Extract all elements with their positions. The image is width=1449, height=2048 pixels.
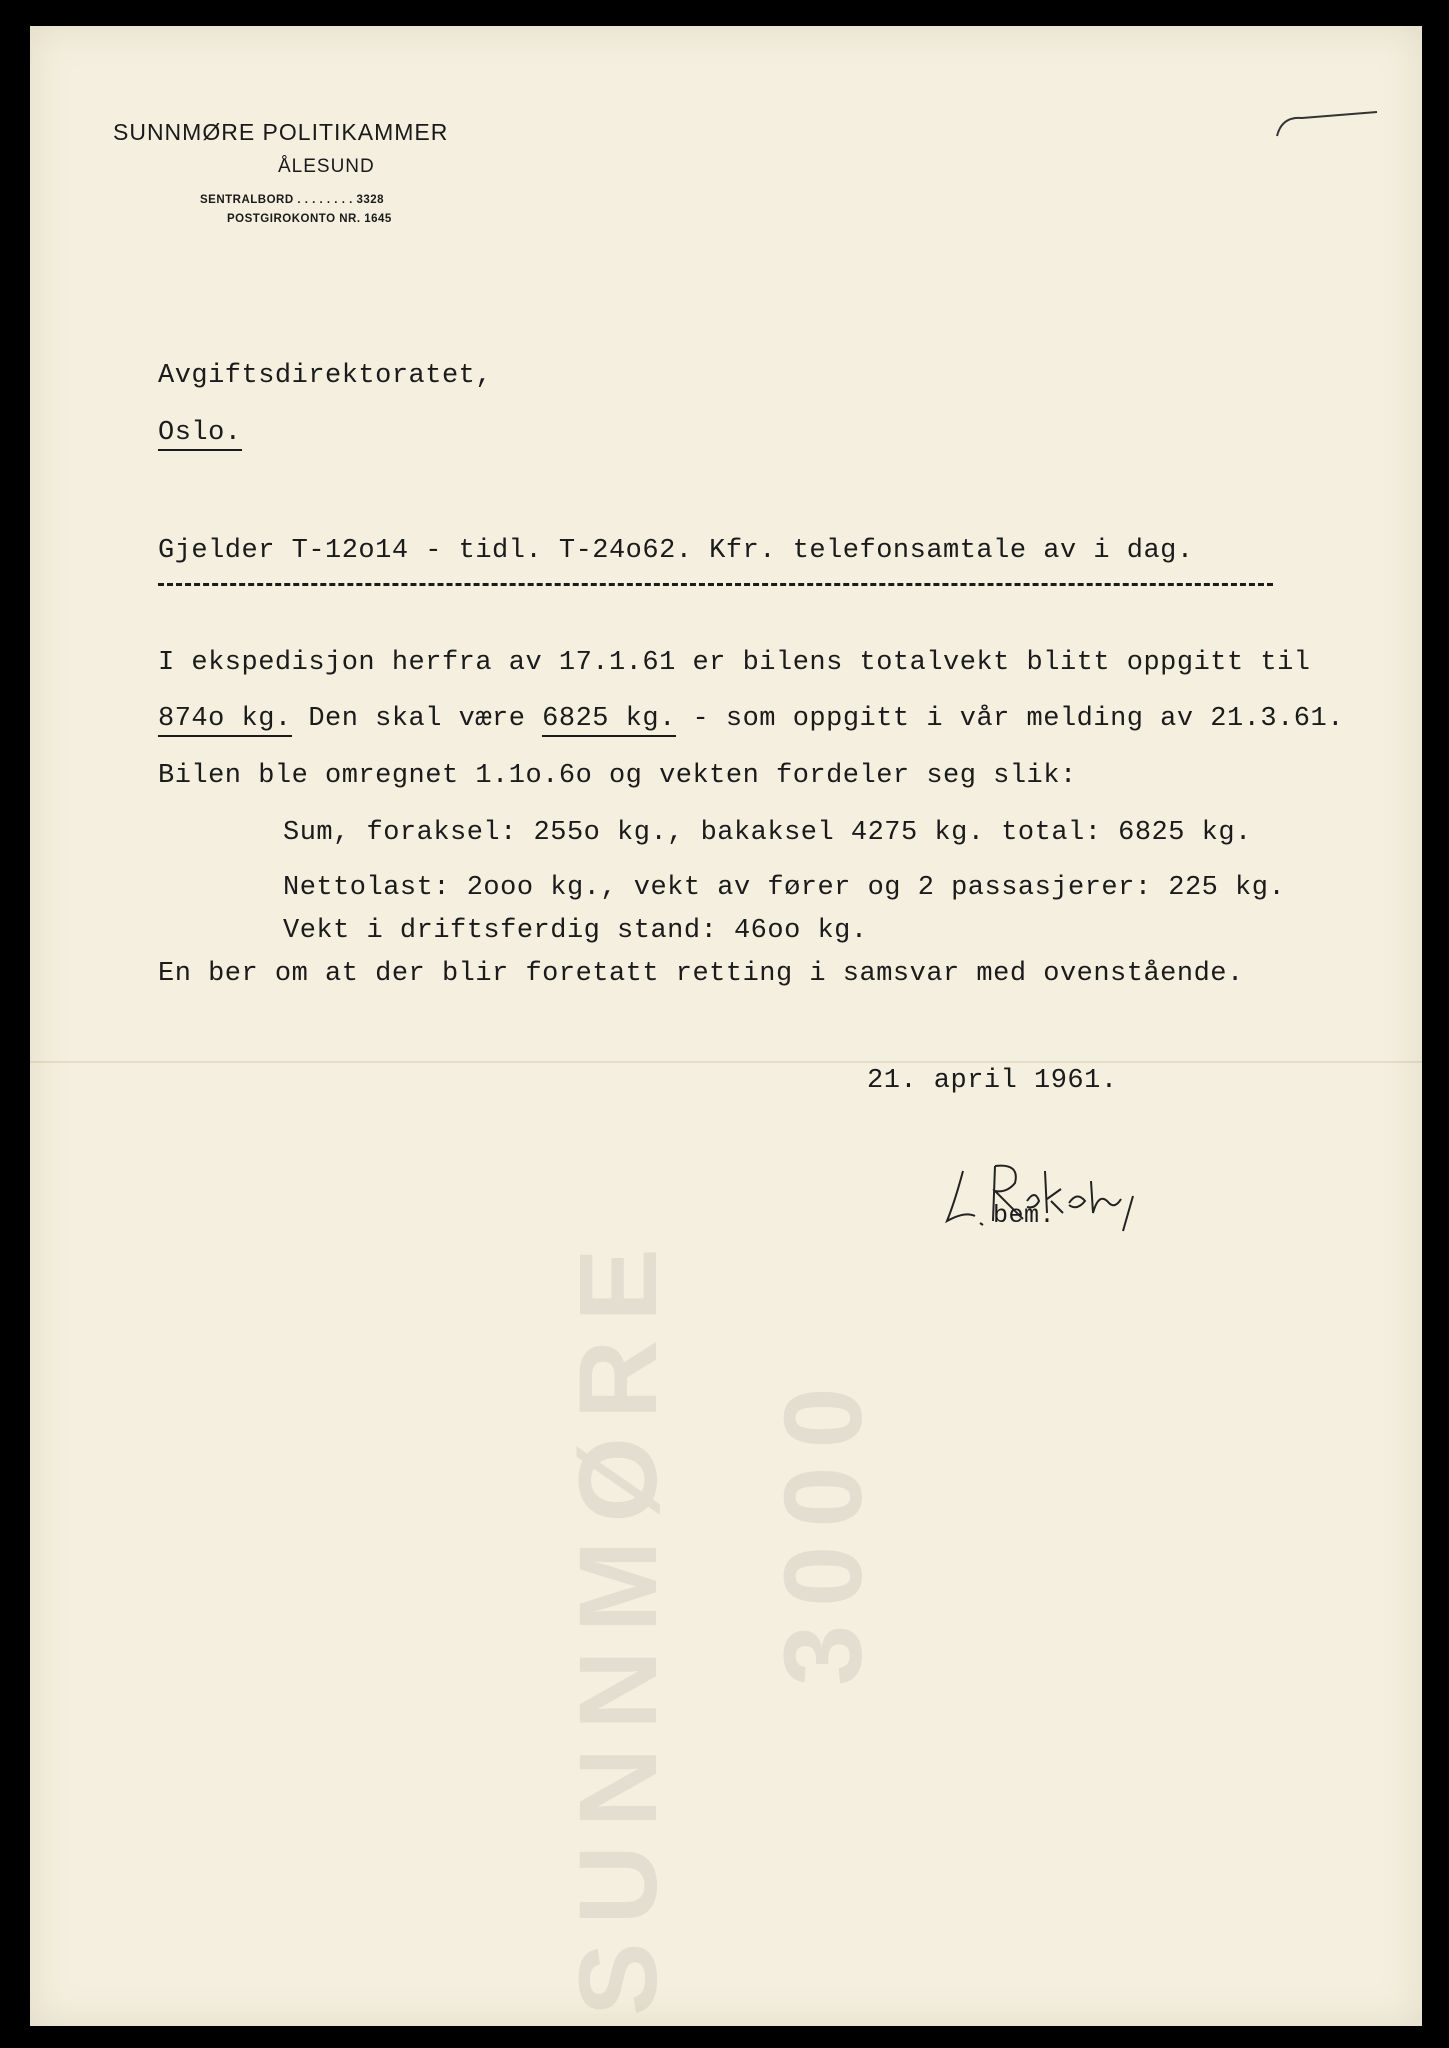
paper-watermark-number: 3000 — [762, 1369, 885, 1686]
letterhead-postgiro: POSTGIROKONTO NR. 1645 — [227, 213, 392, 225]
recipient-line-1: Avgiftsdirektoratet, — [158, 361, 493, 391]
letterhead-title: SUNNMØRE POLITIKAMMER — [113, 119, 449, 145]
body-line-5: Nettolast: 2ooo kg., vekt av fører og 2 passasjerer: 225 kg. — [283, 873, 1286, 903]
body-line-7: En ber om at der blir foretatt retting i samsvar med ovenstående. — [158, 959, 1244, 989]
pencil-corner-mark — [1272, 106, 1382, 146]
body-line-2 — [158, 704, 1344, 734]
fold-line — [30, 1061, 1422, 1063]
body-line-3: Bilen ble omregnet 1.1o.6o og vekten fordeler seg slik: — [158, 761, 1077, 791]
letterhead-switchboard: SENTRALBORD . . . . . . . . 3328 — [200, 194, 385, 206]
recipient-city: Oslo. — [158, 418, 242, 451]
letterhead-city: ÅLESUND — [278, 156, 375, 177]
body-line-2-text: Den skal være — [291, 704, 543, 734]
signature-title: bem. — [993, 1201, 1056, 1230]
body-line-1: I ekspedisjon herfra av 17.1.61 er bilens totalvekt blitt oppgitt til — [158, 648, 1311, 678]
old-weight: 874o kg. — [158, 704, 292, 737]
paper-watermark: SUNNMØRE — [557, 1230, 680, 2016]
body-line-4: Sum, foraksel: 255o kg., bakaksel 4275 kg. total: 6825 kg. — [283, 818, 1252, 848]
letter-page — [30, 26, 1422, 2026]
correct-weight: 6825 kg. — [542, 704, 676, 737]
subject-line: Gjelder T-12o14 - tidl. T-24o62. Kfr. telefonsamtale av i dag. — [158, 536, 1194, 566]
body-line-2-rest: - som oppgitt i vår melding av 21.3.61. — [675, 704, 1344, 734]
letter-date: 21. april 1961. — [867, 1066, 1118, 1096]
recipient-line-2 — [158, 418, 242, 448]
body-line-6: Vekt i driftsferdig stand: 46oo kg. — [283, 916, 868, 946]
subject-underline — [158, 583, 1273, 586]
